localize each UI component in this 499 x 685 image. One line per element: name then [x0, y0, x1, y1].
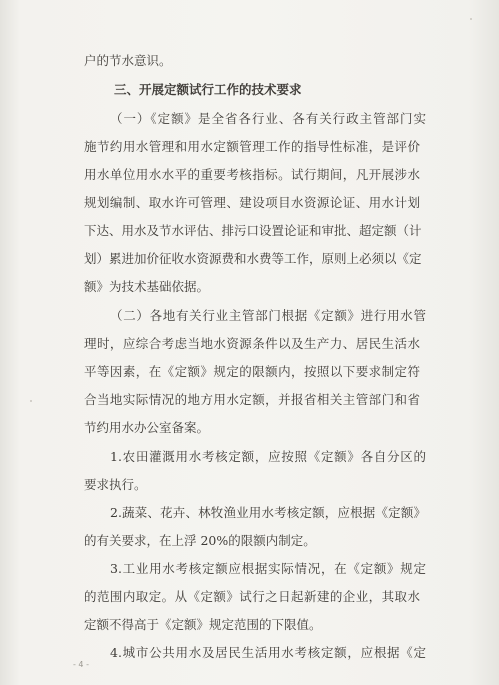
document-page: 户的节水意识。 三、开展定额试行工作的技术要求 （一）《定额》是全省各行业、各有关行政主管部门实 施节约用水管理和用水定额管理工作的指导性标准，是评价 用水单位用水水平的重要考核指标。试行期间，凡开展涉水 规划编制、取水许可管理、建设项目水资源论证、用水计划 下达、用水及节水评估、排污口设置论证和审批、超定额（计 划）累进加价征收水资源费和水费等工作，原则上必须以《定 额》为技术基础依据。 （二）各地有关行业主管部门根据《定额》进行用水管 理时，应综合考虑当地水资源条件以及生产力、居民生活水 平等因素，在《定额》规定的限额内，按照以下要求制定符 合当地实际情况的地方用水定额，并报省相关主管部门和省 节约用水办公室备案。 1.农田灌溉用水考核定额，应按照《定额》各自分区的 要求执行。 2.蔬菜、花卉、林牧渔业用水考核定额，应根据《定额》 的有关要求，在上浮 20%的限额内制定。 3.工业用水考核定额应根据实际情况，在《定额》规定 的范围内取定。从《定额》试行之日起新建的企业，其取水 定额不得高于《定额》规定范围的下限值。 4.城市公共用水及居民生活用水考核定额，应根据《定 - 4 - — [0, 0, 499, 685]
scan-speck — [470, 18, 472, 20]
page-number: - 4 - — [73, 660, 89, 669]
scan-speck — [30, 400, 32, 402]
